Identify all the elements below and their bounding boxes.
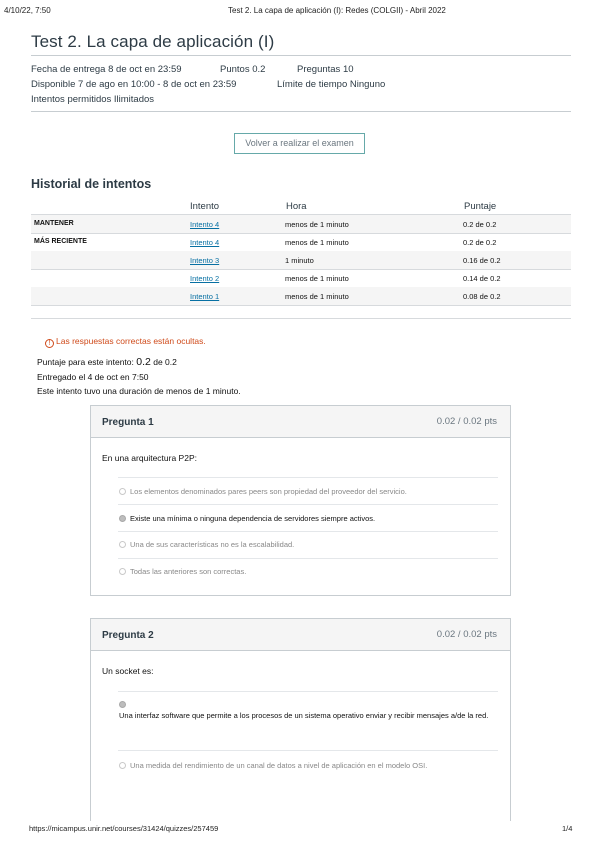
attempt-tag: MANTENER	[34, 220, 74, 227]
attempt-time: menos de 1 minuto	[285, 220, 349, 229]
answer-divider	[118, 504, 498, 505]
question-count: Preguntas 10	[297, 64, 354, 75]
question-text: En una arquitectura P2P:	[102, 453, 197, 463]
question-text: Un socket es:	[102, 666, 154, 676]
history-row	[31, 215, 571, 233]
question-points: 0.02 / 0.02 pts	[436, 416, 497, 427]
attempt-link[interactable]: Intento 4	[190, 238, 220, 247]
score-prefix: Puntaje para este intento:	[37, 357, 137, 367]
attempt-score: 0.2 de 0.2	[463, 238, 497, 247]
answer-text: Una medida del rendimiento de un canal de datos a nivel de aplicación en el modelo OSI.	[130, 761, 428, 770]
answer-option[interactable]	[119, 761, 489, 770]
history-divider	[31, 305, 571, 306]
page-title: Test 2. La capa de aplicación (I)	[31, 32, 275, 51]
alert-icon: !	[45, 339, 54, 348]
answer-text: Existe una mínima o ninguna dependencia de servidores siempre activos.	[130, 514, 376, 523]
question-card	[90, 618, 511, 821]
attempt-score: 0.14 de 0.2	[463, 274, 501, 283]
answer-divider	[118, 531, 498, 532]
answer-divider	[118, 750, 498, 751]
question-title: Pregunta 1	[102, 417, 154, 428]
history-col-attempt: Intento	[190, 201, 220, 212]
attempt-time: menos de 1 minuto	[285, 238, 349, 247]
attempt-time: 1 minuto	[285, 256, 314, 265]
answer-text: Una interfaz software que permite a los procesos de un sistema operativo enviar y recibir mensajes a/de la red.	[119, 711, 489, 720]
print-doc-title: Test 2. La capa de aplicación (I): Redes (COLGII) - Abril 2022	[228, 6, 446, 15]
radio-button[interactable]	[119, 701, 126, 708]
question-points: 0.02 / 0.02 pts	[436, 629, 497, 640]
question-header	[91, 406, 510, 438]
answers-hidden-warning	[45, 336, 206, 348]
history-row	[31, 269, 571, 287]
answer-text: Los elementos denominados pares peers son propiedad del proveedor del servicio.	[130, 487, 407, 496]
attempt-link[interactable]: Intento 3	[190, 256, 220, 265]
divider	[31, 111, 571, 112]
radio-button[interactable]	[119, 541, 126, 548]
submitted-line: Entregado el 4 de oct en 7:50	[37, 372, 149, 382]
divider	[31, 55, 571, 56]
duration-line: Este intento tuvo una duración de menos de 1 minuto.	[37, 386, 241, 396]
answer-divider	[118, 477, 498, 478]
history-col-time: Hora	[286, 201, 307, 212]
attempt-link[interactable]: Intento 1	[190, 292, 220, 301]
question-card	[90, 405, 511, 596]
page-number: 1/4	[562, 824, 573, 833]
answer-text: Todas las anteriores son correctas.	[130, 567, 247, 576]
attempt-time: menos de 1 minuto	[285, 274, 349, 283]
due-date: Fecha de entrega 8 de oct en 23:59	[31, 64, 182, 75]
retake-quiz-button[interactable]: Volver a realizar el examen	[234, 133, 365, 154]
radio-button[interactable]	[119, 515, 126, 522]
attempt-link[interactable]: Intento 4	[190, 220, 220, 229]
points: Puntos 0.2	[220, 64, 266, 75]
history-row	[31, 287, 571, 305]
question-header	[91, 619, 510, 651]
allowed-attempts: Intentos permitidos Ilimitados	[31, 94, 155, 105]
warning-text: Las respuestas correctas están ocultas.	[56, 336, 206, 346]
attempt-score-line	[37, 356, 177, 368]
print-date: 4/10/22, 7:50	[4, 6, 51, 15]
answer-divider	[118, 558, 498, 559]
attempt-tag: MÁS RECIENTE	[34, 238, 87, 245]
answer-option[interactable]	[119, 514, 489, 523]
history-row	[31, 233, 571, 251]
attempt-time: menos de 1 minuto	[285, 292, 349, 301]
history-divider	[31, 318, 571, 319]
answer-option[interactable]	[119, 701, 489, 722]
radio-button[interactable]	[119, 762, 126, 769]
answer-divider	[118, 691, 498, 692]
score-value: 0.2	[136, 356, 151, 368]
availability: Disponible 7 de ago en 10:00 - 8 de oct en 23:59	[31, 79, 237, 90]
question-title: Pregunta 2	[102, 630, 154, 641]
history-title: Historial de intentos	[31, 177, 152, 191]
attempt-link[interactable]: Intento 2	[190, 274, 220, 283]
history-row	[31, 251, 571, 269]
answer-option[interactable]	[119, 487, 489, 496]
attempt-score: 0.16 de 0.2	[463, 256, 501, 265]
answer-text: Una de sus características no es la escalabilidad.	[130, 540, 295, 549]
answer-option[interactable]	[119, 567, 489, 576]
answer-option[interactable]	[119, 540, 489, 549]
attempt-score: 0.2 de 0.2	[463, 220, 497, 229]
time-limit: Límite de tiempo Ninguno	[277, 79, 386, 90]
page-url: https://micampus.unir.net/courses/31424/quizzes/257459	[29, 824, 219, 833]
history-col-score: Puntaje	[464, 201, 497, 212]
radio-button[interactable]	[119, 488, 126, 495]
attempt-score: 0.08 de 0.2	[463, 292, 501, 301]
score-suffix: de 0.2	[150, 357, 177, 367]
radio-button[interactable]	[119, 568, 126, 575]
